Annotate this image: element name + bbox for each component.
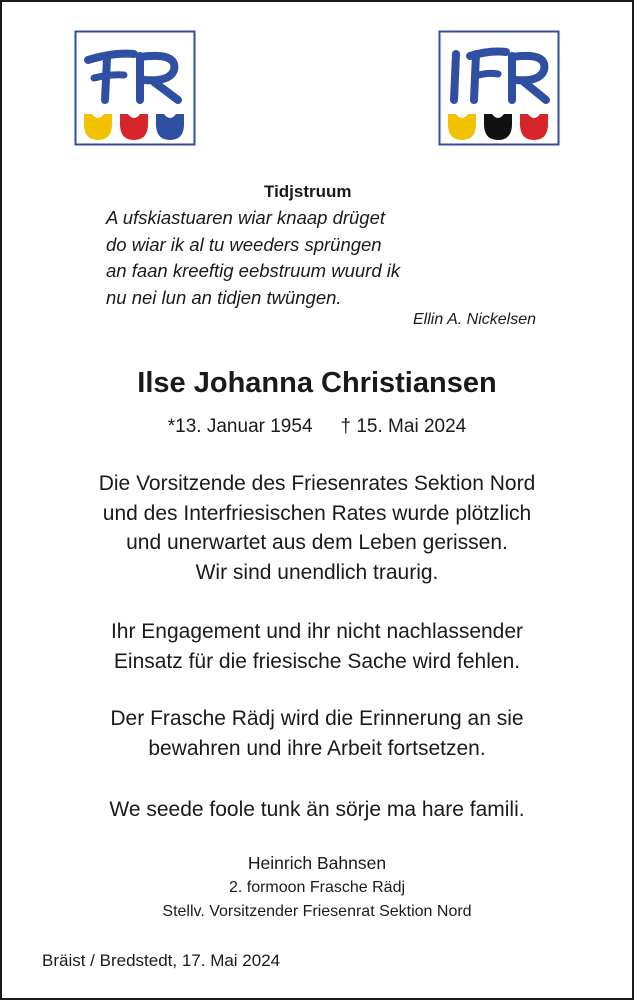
poem-line: nu nei lun an tidjen twüngen. — [106, 286, 342, 308]
poem-text — [106, 205, 400, 311]
place-date: Bräist / Bredstedt, 17. Mai 2024 — [42, 951, 281, 970]
text-line: Wir sind unendlich traurig. — [195, 560, 439, 584]
text-line: Ihr Engagement und ihr nicht nachlassender — [110, 620, 524, 643]
poem-line: do wiar ik al tu weeders sprüngen — [106, 233, 382, 255]
deceased-name: Ilse Johanna Christiansen — [137, 367, 497, 399]
text-line: bewahren und ihre Arbeit fortsetzen. — [148, 736, 486, 760]
ifr-logo — [438, 30, 560, 146]
text-line: Einsatz für die friesische Sache wird fehlen. — [113, 649, 521, 673]
poem-line: an faan kreeftig eebstruum wuurd ik — [106, 260, 401, 281]
paragraph-remembrance — [2, 704, 632, 763]
paragraph-condolence: We seede foole tunk än sörje ma hare famili. — [109, 798, 525, 821]
text-line: Der Frasche Rädj wird die Erinnerung an sie — [110, 707, 524, 730]
text-line: und des Interfriesischen Rates wurde plötzlich — [102, 501, 532, 525]
paragraph-announcement — [2, 469, 632, 587]
poem-line: A ufskiastuaren wiar knaap drüget — [106, 207, 386, 228]
poem-title: Tidjstruum — [264, 182, 352, 201]
paragraph-engagement — [2, 617, 632, 676]
birth-date: *13. Januar 1954 — [167, 416, 313, 437]
signature-role-secondary: Stellv. Vorsitzender Friesenrat Sektion Nord — [162, 903, 472, 920]
signature-role: 2. formoon Frasche Rädj — [228, 879, 406, 896]
death-date: † 15. Mai 2024 — [340, 416, 467, 437]
life-dates — [2, 416, 632, 438]
signature-name: Heinrich Bahnsen — [247, 853, 387, 873]
fr-logo — [74, 30, 196, 146]
poem-author: Ellin A. Nickelsen — [412, 311, 536, 328]
text-line: Die Vorsitzende des Friesenrates Sektion Nord — [98, 472, 536, 495]
text-line: und unerwartet aus dem Leben gerissen. — [126, 531, 508, 554]
